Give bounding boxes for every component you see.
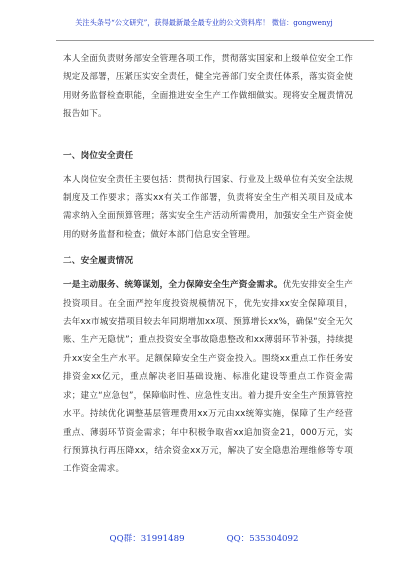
intro-paragraph: 本人全面负责财务部安全管理各项工作，贯彻落实国家和上级单位安全工作规定及部署，压紧压实安全责任，健全完善部门安全责任体系，落实资金使用财务监督检查职能，全面推进安全生产工作做细做实。现将安全履责情况报告如下。 [63, 54, 353, 120]
section-duty-paragraph: 本人岗位安全责任主要包括：贯彻执行国家、行业及上级单位有关安全法规制度及工作要求；落实xx有关工作部署，负责将安全生产相关项目及成本需求纳入全面预算管理；落实安全生产活动所需费用，加强安全生产资金使用的财务监督和检查；做好本部门信息安全管理。 [63, 174, 353, 240]
section-heading-performance: 二、安全履责情况 [63, 256, 134, 267]
footer-contacts [0, 532, 408, 544]
footer-qq: QQ：535304092 [226, 534, 299, 544]
document-body [63, 50, 353, 479]
header-divider [56, 40, 374, 41]
banner-promo-text: 关注头条号“公文研究”，获得最新最全最专业的公文资料库！ [75, 18, 270, 27]
performance-body-text: 优先安排安全生产投资项目。在全面严控年度投资规模情况下，优先安排xx安全保障项目，去年xx市城安措项目较去年同期增加xx项、预算增长xx%，确保“安全无欠账、生产无隐忧”；重点投资安全事故隐患整改和xx薄弱环节补强，持续提升xx安全生产水平。足额保障安全生产资金投入。围绕xx重点工作任务安排资金xx亿元，重点解决老旧基础设施、标准化建设等重点工作资金需求；建立“应急包”，保障临时性、应急性支出。着力提升安全生产预算管控水平。持续优化调整基层管理费用xx万元由xx统筹实施，保障了生产经营重点、薄弱环节资金需求；年中积极争取省xx追加资金21，000万元，实行预算执行再压降xx，结余资金xx万元，解决了安全隐患治理维修等专项工作资金需求。 [63, 280, 353, 475]
performance-lead-sentence: 一是主动服务、统筹谋划，全力保障安全生产资金需求。 [63, 280, 283, 291]
section-heading-duty: 一、岗位安全责任 [63, 150, 134, 161]
banner-wechat-text: 微信：gongwenyj [271, 18, 333, 27]
footer-qq-group: QQ群：31991489 [109, 534, 185, 544]
section-performance-paragraph [63, 276, 353, 478]
